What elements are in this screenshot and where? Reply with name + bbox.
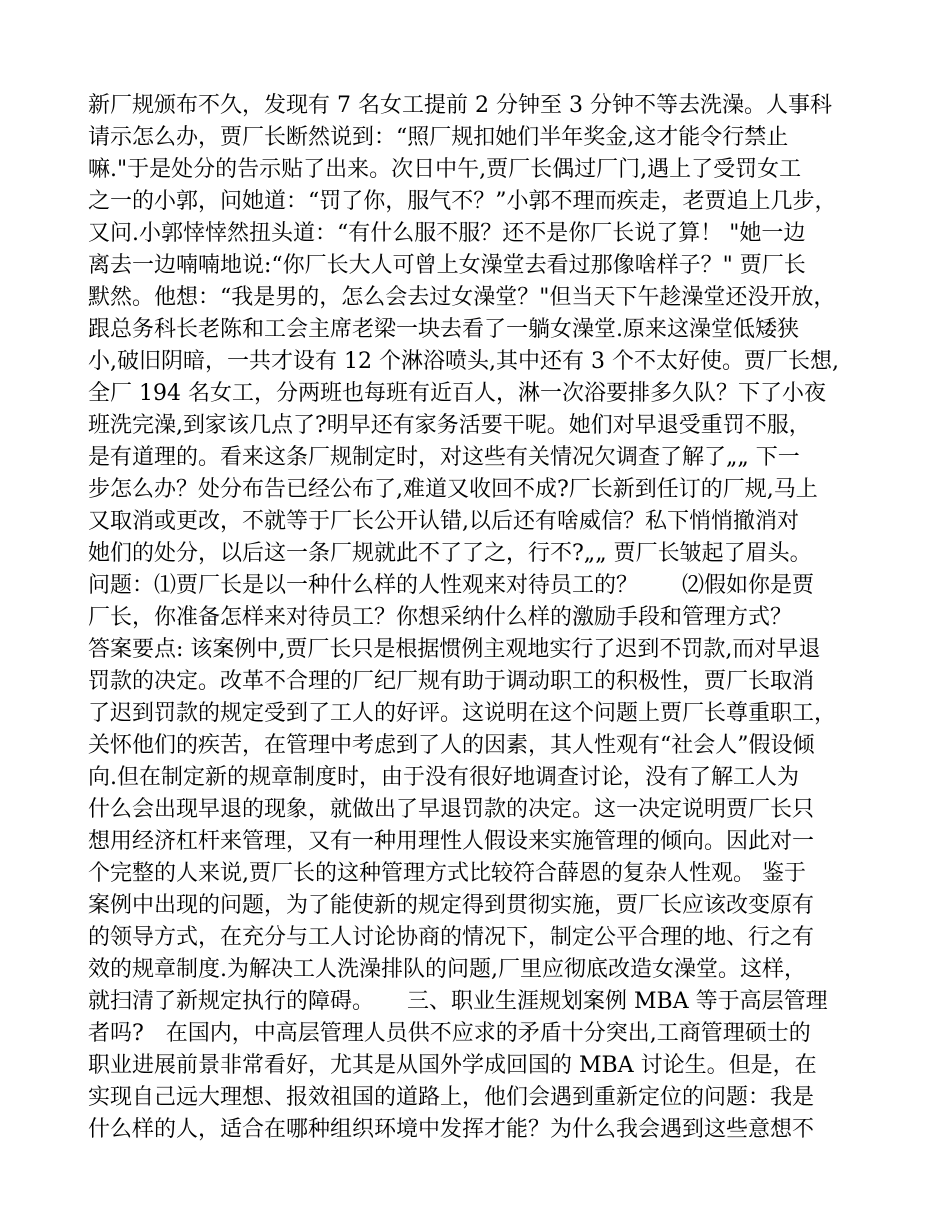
text-line: 之一的小郭，问她道：“罚了你，服气不？”小郭不理而疾走，老贾追上几步，	[88, 189, 837, 214]
answer-line: 的领导方式，在充分与工人讨论协商的情况下，制定公平合理的地、行之有	[88, 925, 815, 950]
answer-line: 效的规章制度.为解决工人洗澡排队的问题,厂里应彻底改造女澡堂。这样，	[88, 957, 806, 982]
text-line: 她们的处分，以后这一条厂规就此不了了之，行不?„„ 贾厂长皱起了眉头。	[88, 541, 812, 566]
answer-line: 关怀他们的疾苦，在管理中考虑到了人的因素，其人性观有“社会人”假设倾	[88, 733, 815, 758]
text-line: 又取消或更改，不就等于厂长公开认错,以后还有啥威信？私下悄悄撤消对	[88, 509, 799, 534]
text-line: 跟总务科长老陈和工会主席老梁一块去看了一躺女澡堂.原来这澡堂低矮狭	[88, 317, 799, 342]
question-line: 厂长，你准备怎样来对待员工？你想采纳什么样的激励手段和管理方式？	[88, 605, 793, 630]
answer-line: 个完整的人来说,贾厂长的这种管理方式比较符合薛恩的复杂人性观。 鉴于	[88, 861, 806, 886]
text-line: 嘛."于是处分的告示贴了出来。次日中午,贾厂长偶过厂门,遇上了受罚女工	[88, 157, 802, 182]
question-line: 问题：⑴贾厂长是以一种什么样的人性观来对待员工的？ ⑵假如你是贾	[88, 573, 815, 598]
text-line: 小,破旧阴暗，一共才设有 12 个淋浴喷头,其中还有 3 个不太好使。贾厂长想,	[88, 349, 839, 374]
answer-line: 了迟到罚款的规定受到了工人的好评。这说明在这个问题上贾厂长尊重职工，	[88, 701, 837, 726]
text-line: 默然。他想：“我是男的，怎么会去过女澡堂？"但当天下午趁澡堂还没开放，	[88, 285, 836, 310]
text-line: 是有道理的。看来这条厂规制定时，对这些有关情况欠调查了解了„„ 下一	[88, 445, 800, 470]
text-line: 步怎么办？处分布告已经公布了,难道又收回不成?厂长新到任订的厂规,马上	[88, 477, 818, 502]
answer-line: 什么会出现早退的现象，就做出了早退罚款的决定。这一决定说明贾厂长只	[88, 797, 815, 822]
answer-line: 罚款的决定。改革不合理的厂纪厂规有助于调动职工的积极性，贾厂长取消	[88, 669, 815, 694]
section-line: 什么样的人，适合在哪种组织环境中发挥才能？为什么我会遇到这些意想不	[88, 1117, 815, 1142]
section-line: 实现自己远大理想、报效祖国的道路上，他们会遇到重新定位的问题：我是	[88, 1085, 815, 1110]
answer-line: 向.但在制定新的规章制度时，由于没有很好地调查讨论，没有了解工人为	[88, 765, 799, 790]
text-line: 又问.小郭悻悻然扭头道：“有什么服不服？还不是你厂长说了算！ "她一边	[88, 221, 806, 246]
section-line: 者吗? 在国内，中高层管理人员供不应求的矛盾十分突出,工商管理硕士的	[88, 1021, 811, 1046]
section-line: 职业进展前景非常看好，尤其是从国外学成回国的 MBA 讨论生。但是，在	[88, 1053, 817, 1078]
answer-line: 想用经济杠杆来管理，又有一种用理性人假设来实施管理的倾向。因此对一	[88, 829, 815, 854]
text-line: 离去一边喃喃地说:“你厂长大人可曾上女澡堂去看过那像啥样子？" 贾厂长	[88, 253, 806, 278]
answer-line: 答案要点: 该案例中,贾厂长只是根据惯例主观地实行了迟到不罚款,而对早退	[88, 637, 821, 662]
document-page	[88, 90, 868, 1146]
text-line: 全厂 194 名女工，分两班也每班有近百人，淋一次浴要排多久队？下了小夜	[88, 381, 826, 406]
text-line: 请示怎么办，贾厂长断然说到：“照厂规扣她们半年奖金,这才能令行禁止	[88, 125, 789, 150]
text-line: 新厂规颁布不久，发现有 7 名女工提前 2 分钟至 3 分钟不等去洗澡。人事科	[88, 93, 832, 118]
section-line: 就扫清了新规定执行的障碍。 三、职业生涯规划案例 MBA 等于高层管理	[88, 989, 828, 1014]
text-line: 班洗完澡,到家该几点了?明早还有家务活要干呢。她们对早退受重罚不服，	[88, 413, 811, 438]
answer-line: 案例中出现的问题，为了能使新的规定得到贯彻实施，贾厂长应该改变原有	[88, 893, 815, 918]
